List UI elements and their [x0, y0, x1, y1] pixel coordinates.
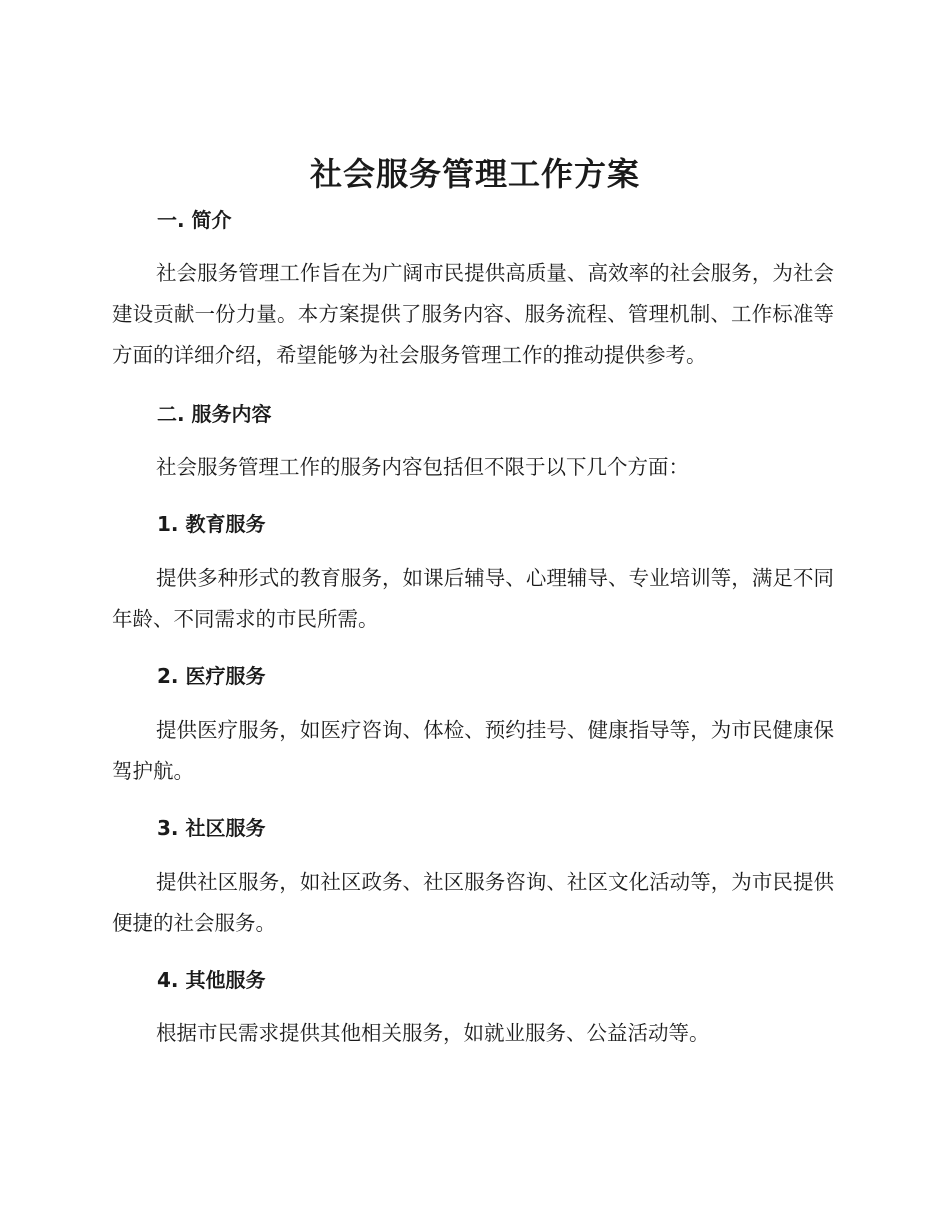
paragraph-other: 根据市民需求提供其他相关服务，如就业服务、公益活动等。 [156, 1021, 710, 1045]
paragraph-education: 提供多种形式的教育服务，如课后辅导、心理辅导、专业培训等，满足不同年龄、不同需求的市民所需。 [112, 566, 834, 631]
subheading-education: 1. 教育服务 [157, 512, 266, 536]
section-heading-intro: 一. 简介 [157, 208, 232, 232]
paragraph-service-content: 社会服务管理工作的服务内容包括但不限于以下几个方面： [156, 455, 689, 479]
paragraph-community: 提供社区服务，如社区政务、社区服务咨询、社区文化活动等，为市民提供便捷的社会服务。 [112, 870, 834, 935]
subheading-other: 4. 其他服务 [157, 968, 266, 992]
section-heading-service-content: 二. 服务内容 [157, 402, 272, 426]
document-title: 社会服务管理工作方案 [309, 155, 640, 193]
subheading-community: 3. 社区服务 [157, 816, 266, 840]
subheading-medical: 2. 医疗服务 [157, 664, 266, 688]
paragraph-medical: 提供医疗服务，如医疗咨询、体检、预约挂号、健康指导等，为市民健康保驾护航。 [112, 718, 834, 783]
paragraph-intro: 社会服务管理工作旨在为广阔市民提供高质量、高效率的社会服务，为社会建设贡献一份力量。本方案提供了服务内容、服务流程、管理机制、工作标准等方面的详细介绍，希望能够为社会服务管理工作的推动提供参考。 [112, 261, 834, 367]
